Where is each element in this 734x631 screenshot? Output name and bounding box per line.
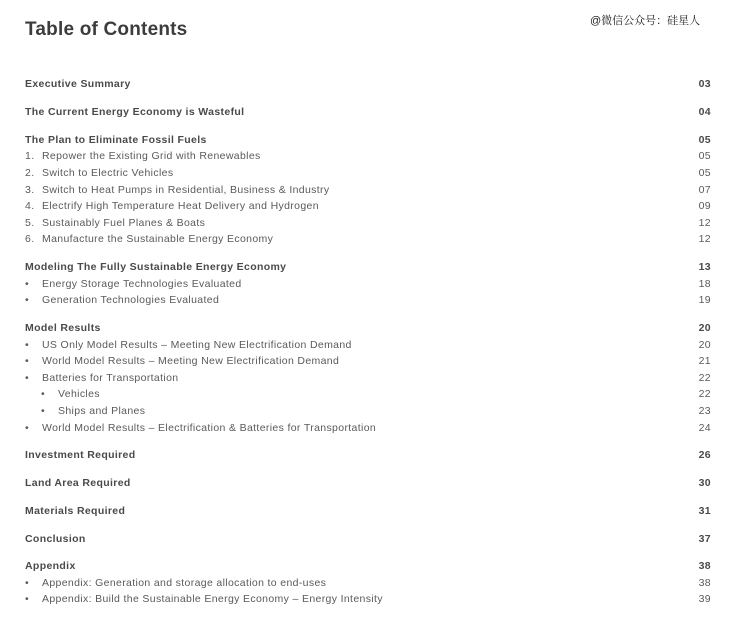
toc-section-heading: [25, 77, 711, 91]
bullet-icon: •: [25, 278, 30, 290]
list-number: 1.: [25, 150, 35, 162]
toc-section-heading: [25, 105, 711, 119]
toc-page-number: 18: [698, 278, 711, 290]
toc-entry: [25, 232, 711, 246]
bullet-icon: •: [25, 422, 30, 434]
toc-entry-label: Modeling The Fully Sustainable Energy Economy: [25, 261, 287, 273]
toc-entry: [25, 293, 711, 307]
toc-section-heading: [25, 532, 711, 546]
toc-page-number: 12: [698, 233, 711, 245]
toc-entry-label: Batteries for Transportation: [42, 372, 179, 384]
bullet-icon: •: [41, 405, 46, 417]
toc-page-number: 09: [698, 200, 711, 212]
toc-entry-label: World Model Results – Meeting New Electrification Demand: [42, 355, 340, 367]
toc-entry-label: Appendix: Build the Sustainable Energy Economy – Energy Intensity: [42, 593, 383, 605]
toc-page-number: 05: [698, 167, 711, 179]
toc-entry: [25, 199, 711, 213]
toc-page-number: 19: [698, 294, 711, 306]
toc-page-number: 22: [698, 372, 711, 384]
toc-entry-label: The Current Energy Economy is Wasteful: [25, 106, 245, 118]
bullet-icon: •: [25, 593, 30, 605]
toc-section-heading: [25, 559, 711, 573]
bullet-icon: •: [25, 339, 30, 351]
toc-entry: [25, 338, 711, 352]
toc-section-heading: [25, 504, 711, 518]
bullet-icon: •: [25, 355, 30, 367]
toc-page-number: 05: [698, 150, 711, 162]
toc-entry-label: Appendix: [25, 560, 76, 572]
toc-entry-label: Materials Required: [25, 505, 126, 517]
toc-page-number: 13: [698, 261, 711, 273]
list-number: 2.: [25, 167, 35, 179]
toc-section-heading: [25, 476, 711, 490]
toc-entry: [25, 576, 711, 590]
toc-entry: [25, 149, 711, 163]
toc-entry: [25, 277, 711, 291]
toc-page-number: 24: [698, 422, 711, 434]
toc-page-number: 07: [698, 184, 711, 196]
toc-page-number: 30: [698, 477, 711, 489]
toc-entry-label: Electrify High Temperature Heat Delivery and Hydrogen: [42, 200, 319, 212]
toc-entry-label: The Plan to Eliminate Fossil Fuels: [25, 134, 207, 146]
toc-entry-label: Ships and Planes: [58, 405, 146, 417]
bullet-icon: •: [25, 294, 30, 306]
toc-entry-label: Sustainably Fuel Planes & Boats: [42, 217, 206, 229]
toc-entry-label: Switch to Heat Pumps in Residential, Business & Industry: [42, 184, 330, 196]
toc-entry: [25, 592, 711, 606]
toc-entry-label: Investment Required: [25, 449, 136, 461]
page-title: Table of Contents: [25, 19, 188, 40]
toc-page-number: 21: [698, 355, 711, 367]
list-number: 6.: [25, 233, 35, 245]
toc-page-number: 04: [698, 106, 711, 118]
toc-section-heading: [25, 321, 711, 335]
toc-entry-label: World Model Results – Electrification & Batteries for Transportation: [42, 422, 377, 434]
toc-page-number: 39: [698, 593, 711, 605]
toc-section-heading: [25, 260, 711, 274]
toc-entry-label: Energy Storage Technologies Evaluated: [42, 278, 242, 290]
list-number: 5.: [25, 217, 35, 229]
toc-entry-label: Conclusion: [25, 533, 86, 545]
toc-section-heading: [25, 448, 711, 462]
toc-page-number: 05: [698, 134, 711, 146]
watermark: @微信公众号：硅星人: [590, 15, 701, 27]
toc-entry: [25, 354, 711, 368]
toc-entry-label: Land Area Required: [25, 477, 131, 489]
toc-page-number: 23: [698, 405, 711, 417]
toc-page-number: 31: [698, 505, 711, 517]
toc-entry: [25, 371, 711, 385]
toc-entry: [25, 183, 711, 197]
toc-entry-label: Repower the Existing Grid with Renewables: [42, 150, 261, 162]
bullet-icon: •: [25, 372, 30, 384]
toc-entry-label: US Only Model Results – Meeting New Electrification Demand: [42, 339, 352, 351]
toc-entry-label: Appendix: Generation and storage allocation to end-uses: [42, 577, 327, 589]
list-number: 3.: [25, 184, 35, 196]
toc-page-number: 38: [698, 577, 711, 589]
toc-entry: [25, 166, 711, 180]
bullet-icon: •: [41, 388, 46, 400]
toc-page-number: 03: [698, 78, 711, 90]
toc-entry-label: Model Results: [25, 322, 101, 334]
toc-entry-label: Switch to Electric Vehicles: [42, 167, 174, 179]
toc-page-number: 12: [698, 217, 711, 229]
toc-entry: [25, 421, 711, 435]
toc-entry: [25, 404, 711, 418]
toc-page-number: 20: [698, 339, 711, 351]
toc-entry-label: Manufacture the Sustainable Energy Economy: [42, 233, 274, 245]
bullet-icon: •: [25, 577, 30, 589]
toc-page-number: 20: [698, 322, 711, 334]
toc-page-number: 37: [698, 533, 711, 545]
list-number: 4.: [25, 200, 35, 212]
toc-entry: [25, 216, 711, 230]
toc-entry-label: Vehicles: [58, 388, 100, 400]
toc-section-heading: [25, 133, 711, 147]
toc-page-number: 38: [698, 560, 711, 572]
toc-page-number: 22: [698, 388, 711, 400]
toc-entry-label: Generation Technologies Evaluated: [42, 294, 220, 306]
toc-page-number: 26: [698, 449, 711, 461]
toc-entry-label: Executive Summary: [25, 78, 131, 90]
toc-entry: [25, 387, 711, 401]
